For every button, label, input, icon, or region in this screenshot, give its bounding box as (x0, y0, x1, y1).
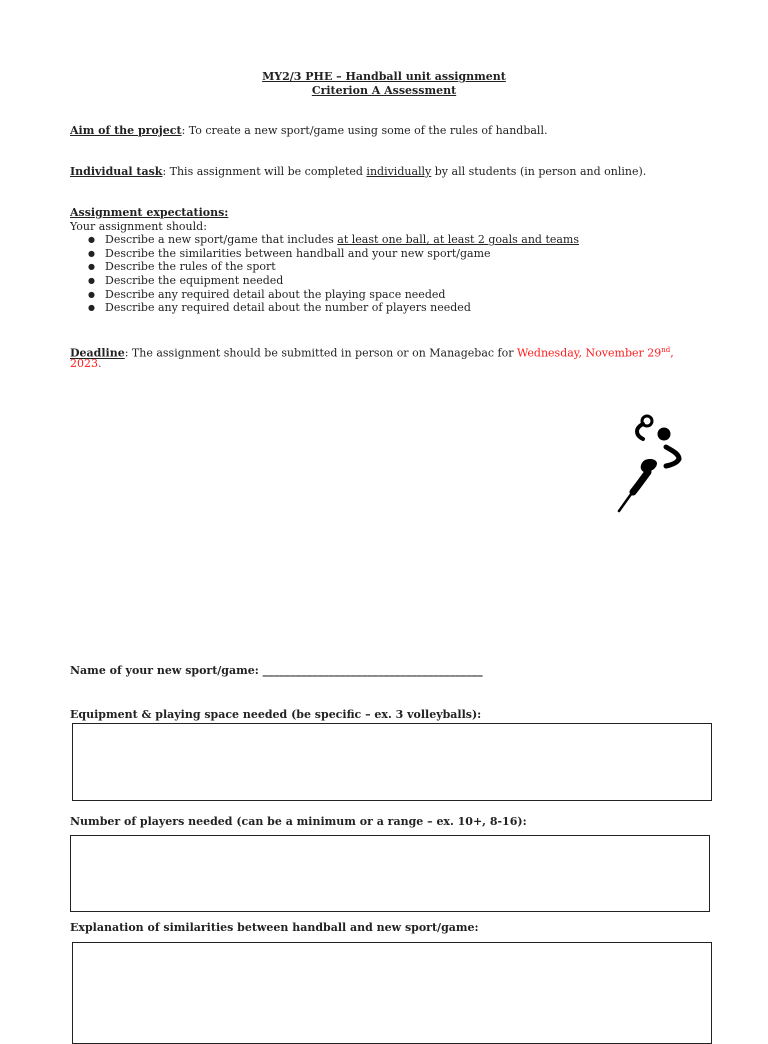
aim-label: Aim of the project (70, 124, 182, 137)
list-item: ● Describe any required detail about the playing space needed (70, 288, 579, 302)
players-label: Number of players needed (can be a minimum or a range – ex. 10+, 8-16): (70, 815, 527, 828)
players-answer-box[interactable] (70, 835, 710, 912)
similarities-answer-box[interactable] (72, 942, 712, 1044)
deadline-year: 2023. (70, 357, 102, 370)
aim-paragraph (70, 124, 547, 138)
aim-text: : To create a new sport/game using some of the rules of handball. (181, 124, 548, 137)
deadline-date: Wednesday, November 29 (517, 346, 662, 360)
deadline-date-suffix: nd (661, 346, 671, 354)
list-item: ● Describe the rules of the sport (70, 260, 579, 274)
equipment-answer-box[interactable] (72, 723, 712, 801)
list-item: ● Describe the equipment needed (70, 274, 579, 288)
task-text-after: by all students (in person and online). (431, 165, 647, 178)
list-item: ● Describe a new sport/game that includes at least one ball, at least 2 goals and teams (70, 233, 579, 247)
expectations-list (70, 233, 579, 315)
similarities-label: Explanation of similarities between handball and new sport/game: (70, 921, 479, 934)
deadline-paragraph (70, 343, 674, 361)
task-text-before: : This assignment will be completed (162, 165, 367, 178)
expectations-heading: Assignment expectations: (70, 206, 229, 219)
equipment-label: Equipment & playing space needed (be specific – ex. 3 volleyballs): (70, 708, 482, 721)
deadline-date-comma: , (670, 346, 674, 360)
task-text-underlined: individually (366, 165, 432, 178)
deadline-label: Deadline (70, 346, 125, 360)
expectations-intro: Your assignment should: (70, 219, 207, 233)
page-title: MY2/3 PHE – Handball unit assignment (262, 70, 506, 83)
task-paragraph (70, 165, 646, 179)
task-label: Individual task (70, 165, 163, 178)
deadline-text: : The assignment should be submitted in person or on Managebac for (124, 346, 517, 360)
handball-player-icon (612, 410, 688, 514)
sport-name-field[interactable]: Name of your new sport/game: ________________________________________ (70, 664, 483, 677)
expectations-section (70, 206, 579, 315)
list-item: ● Describe any required detail about the number of players needed (70, 301, 579, 315)
page-subtitle: Criterion A Assessment (311, 84, 457, 97)
list-item: ● Describe the similarities between handball and your new sport/game (70, 247, 579, 261)
